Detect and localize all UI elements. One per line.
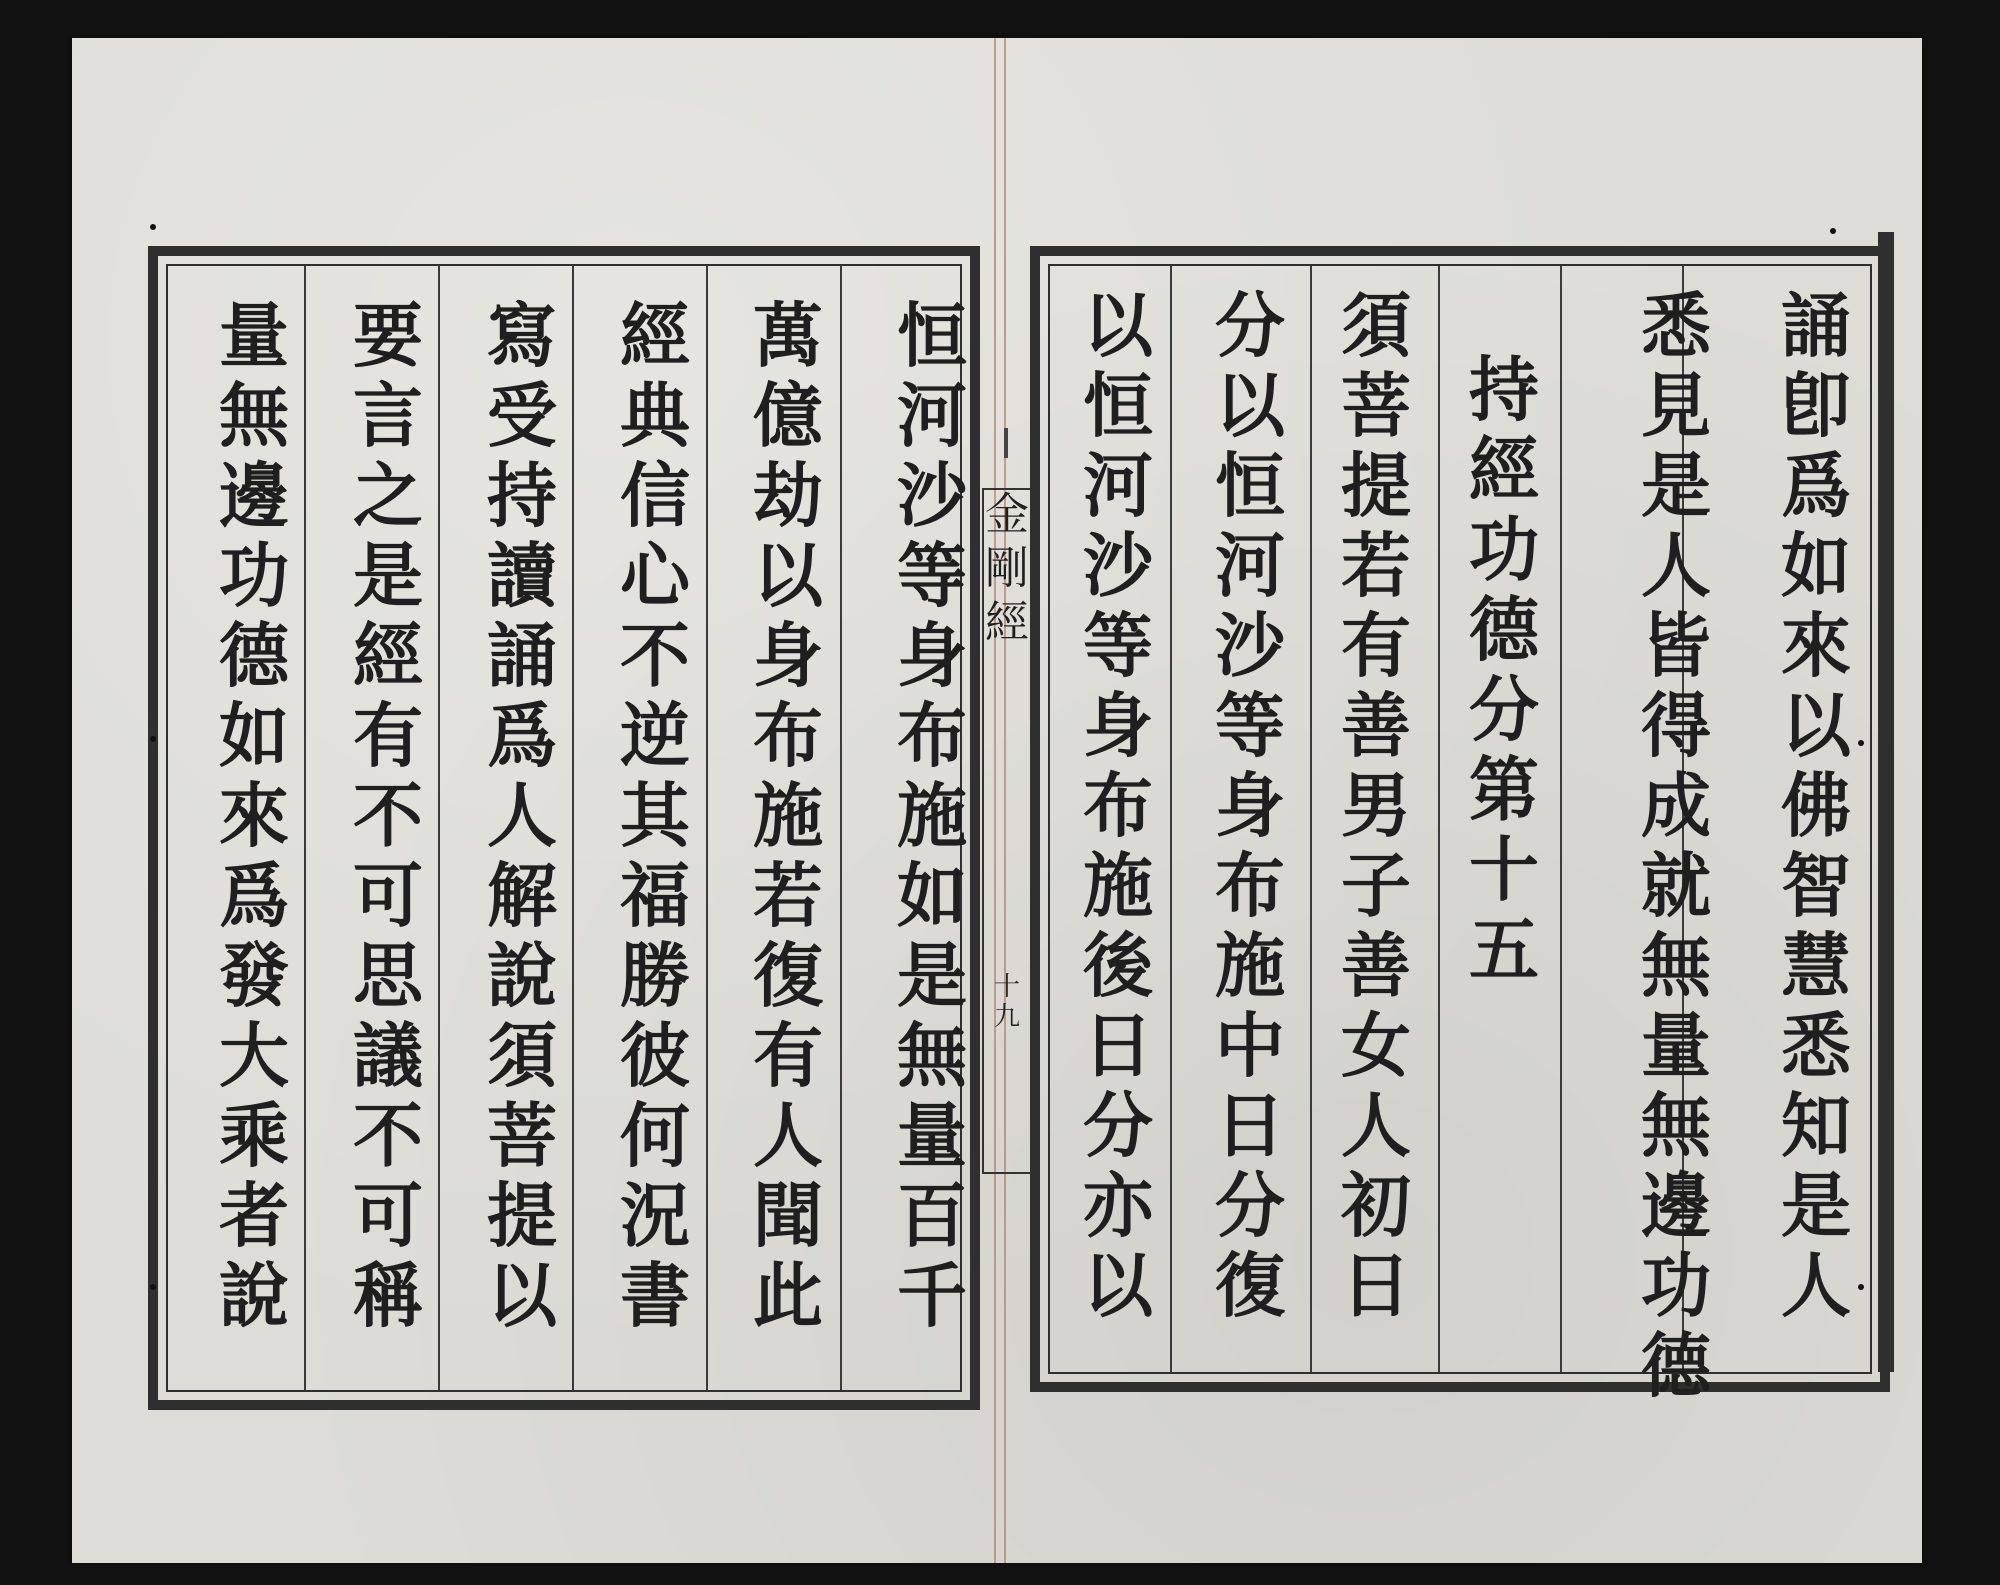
glyph: 善 bbox=[1341, 684, 1411, 767]
glyph: 得 bbox=[1641, 684, 1711, 767]
glyph: 恒 bbox=[1215, 444, 1285, 527]
glyph: 心 bbox=[620, 534, 690, 617]
glyph: 身 bbox=[1083, 684, 1153, 767]
right-text-column-2 bbox=[1626, 266, 1726, 1407]
glyph: 菩 bbox=[487, 1094, 557, 1177]
glyph: 千 bbox=[897, 1254, 967, 1337]
glyph: 可 bbox=[353, 854, 423, 937]
page-edge-strip bbox=[1878, 232, 1894, 1372]
glyph: 爲 bbox=[487, 694, 557, 777]
glyph: 無 bbox=[1641, 1084, 1711, 1167]
glyph: 人 bbox=[1341, 1084, 1411, 1167]
glyph: 典 bbox=[620, 374, 690, 457]
glyph: 解 bbox=[487, 854, 557, 937]
glyph: 經 bbox=[1469, 428, 1539, 511]
column-rule bbox=[840, 266, 842, 1390]
glyph: 施 bbox=[897, 774, 967, 857]
glyph: 施 bbox=[1215, 924, 1285, 1007]
glyph: 第 bbox=[1469, 748, 1539, 831]
glyph: 福 bbox=[620, 854, 690, 937]
glyph: 身 bbox=[1215, 764, 1285, 847]
glyph: 稱 bbox=[353, 1254, 423, 1337]
glyph: 乘 bbox=[219, 1094, 289, 1177]
glyph: 布 bbox=[1215, 844, 1285, 927]
glyph: 億 bbox=[753, 374, 823, 457]
glyph: 大 bbox=[219, 1014, 289, 1097]
column-rule bbox=[438, 266, 440, 1390]
glyph: 悉 bbox=[1781, 1004, 1851, 1087]
glyph: 身 bbox=[897, 614, 967, 697]
glyph: 以 bbox=[487, 1254, 557, 1337]
glyph: 日 bbox=[1083, 1004, 1153, 1087]
glyph: 經 bbox=[620, 294, 690, 377]
glyph: 日 bbox=[1341, 1244, 1411, 1327]
glyph: 皆 bbox=[1641, 604, 1711, 687]
glyph: 提 bbox=[487, 1174, 557, 1257]
glyph: 無 bbox=[219, 374, 289, 457]
glyph: 分 bbox=[1083, 1084, 1153, 1167]
glyph: 恒 bbox=[897, 294, 967, 377]
glyph: 功 bbox=[1469, 508, 1539, 591]
glyph: 有 bbox=[1341, 604, 1411, 687]
glyph: 其 bbox=[620, 774, 690, 857]
left-text-column-4 bbox=[472, 266, 572, 1390]
glyph: 量 bbox=[1641, 1004, 1711, 1087]
left-text-column-1 bbox=[882, 266, 982, 1390]
glyph: 須 bbox=[1341, 284, 1411, 367]
glyph: 言 bbox=[353, 374, 423, 457]
centre-margin-label bbox=[982, 488, 1032, 1174]
glyph: 誦 bbox=[1781, 284, 1851, 367]
glyph: 佛 bbox=[1781, 764, 1851, 847]
glyph: 以 bbox=[753, 534, 823, 617]
glyph: 萬 bbox=[753, 294, 823, 377]
glyph: 成 bbox=[1641, 764, 1711, 847]
glyph: 卽 bbox=[1781, 364, 1851, 447]
glyph: 百 bbox=[897, 1174, 967, 1257]
glyph: 見 bbox=[1641, 364, 1711, 447]
glyph: 無 bbox=[897, 1014, 967, 1097]
glyph: 無 bbox=[1641, 924, 1711, 1007]
glyph: 發 bbox=[219, 934, 289, 1017]
glyph: 說 bbox=[219, 1254, 289, 1337]
left-page-frame bbox=[166, 264, 967, 1392]
glyph: 十 bbox=[1469, 828, 1539, 911]
left-text-column-5 bbox=[338, 266, 438, 1390]
glyph: 有 bbox=[353, 694, 423, 777]
glyph: 有 bbox=[753, 1014, 823, 1097]
glyph: 說 bbox=[487, 934, 557, 1017]
glyph: 以 bbox=[1083, 1244, 1153, 1327]
glyph: 剛 bbox=[985, 543, 1029, 594]
glyph: 量 bbox=[897, 1094, 967, 1177]
glyph: 沙 bbox=[1083, 524, 1153, 607]
glyph: 如 bbox=[897, 854, 967, 937]
glyph: 是 bbox=[1641, 444, 1711, 527]
glyph: 初 bbox=[1341, 1164, 1411, 1247]
glyph: 功 bbox=[219, 534, 289, 617]
binding-hole bbox=[150, 736, 156, 742]
glyph: 不 bbox=[620, 614, 690, 697]
glyph: 彼 bbox=[620, 1014, 690, 1097]
glyph: 可 bbox=[353, 1174, 423, 1257]
left-page-block bbox=[148, 246, 980, 1410]
glyph: 人 bbox=[1781, 1244, 1851, 1327]
glyph: 十 bbox=[993, 972, 1020, 1002]
glyph: 要 bbox=[353, 294, 423, 377]
glyph: 須 bbox=[487, 1014, 557, 1097]
left-text-column-6 bbox=[204, 266, 304, 1390]
folio-number bbox=[982, 972, 1032, 1032]
column-rule bbox=[1310, 266, 1312, 1372]
glyph: 布 bbox=[1083, 764, 1153, 847]
glyph: 寫 bbox=[487, 294, 557, 377]
glyph: 邊 bbox=[219, 454, 289, 537]
glyph: 爲 bbox=[219, 854, 289, 937]
glyph: 等 bbox=[1083, 604, 1153, 687]
glyph: 分 bbox=[1215, 284, 1285, 367]
glyph: 女 bbox=[1341, 1004, 1411, 1087]
glyph: 若 bbox=[753, 854, 823, 937]
glyph: 復 bbox=[753, 934, 823, 1017]
right-text-column-5 bbox=[1200, 266, 1300, 1372]
glyph: 來 bbox=[219, 774, 289, 857]
binding-hole bbox=[1858, 1284, 1864, 1290]
glyph: 議 bbox=[353, 1014, 423, 1097]
glyph: 之 bbox=[353, 454, 423, 537]
glyph: 以 bbox=[1781, 684, 1851, 767]
glyph: 讀 bbox=[487, 534, 557, 617]
glyph: 施 bbox=[1083, 844, 1153, 927]
glyph: 中 bbox=[1215, 1004, 1285, 1087]
glyph: 分 bbox=[1215, 1164, 1285, 1247]
glyph: 思 bbox=[353, 934, 423, 1017]
right-text-column-4 bbox=[1326, 266, 1426, 1372]
glyph: 復 bbox=[1215, 1244, 1285, 1327]
glyph: 以 bbox=[1083, 284, 1153, 367]
binding-hole bbox=[1858, 740, 1864, 746]
glyph: 來 bbox=[1781, 604, 1851, 687]
glyph: 信 bbox=[620, 454, 690, 537]
glyph: 爲 bbox=[1781, 444, 1851, 527]
right-page-block bbox=[1030, 246, 1890, 1407]
glyph: 況 bbox=[620, 1174, 690, 1257]
column-rule bbox=[304, 266, 306, 1390]
glyph: 如 bbox=[1781, 524, 1851, 607]
glyph: 子 bbox=[1341, 844, 1411, 927]
glyph: 量 bbox=[219, 294, 289, 377]
glyph: 是 bbox=[897, 934, 967, 1017]
glyph: 以 bbox=[1215, 364, 1285, 447]
glyph: 聞 bbox=[753, 1174, 823, 1257]
glyph: 受 bbox=[487, 374, 557, 457]
glyph: 持 bbox=[1469, 348, 1539, 431]
glyph: 分 bbox=[1469, 668, 1539, 751]
glyph: 知 bbox=[1781, 1084, 1851, 1167]
glyph: 悉 bbox=[1641, 284, 1711, 367]
glyph: 德 bbox=[1469, 588, 1539, 671]
glyph: 邊 bbox=[1641, 1164, 1711, 1247]
column-rule bbox=[1170, 266, 1172, 1372]
glyph: 五 bbox=[1469, 908, 1539, 991]
glyph: 河 bbox=[1215, 524, 1285, 607]
glyph: 布 bbox=[897, 694, 967, 777]
section-heading-column bbox=[1454, 266, 1554, 1372]
glyph: 金 bbox=[985, 489, 1029, 540]
glyph: 逆 bbox=[620, 694, 690, 777]
glyph: 男 bbox=[1341, 764, 1411, 847]
book-title-label bbox=[982, 488, 1032, 650]
glyph: 是 bbox=[353, 534, 423, 617]
glyph: 沙 bbox=[1215, 604, 1285, 687]
glyph: 善 bbox=[1341, 924, 1411, 1007]
glyph: 經 bbox=[353, 614, 423, 697]
glyph: 德 bbox=[219, 614, 289, 697]
glyph: 菩 bbox=[1341, 364, 1411, 447]
glyph: 人 bbox=[487, 774, 557, 857]
glyph: 此 bbox=[753, 1254, 823, 1337]
glyph: 九 bbox=[993, 1002, 1020, 1032]
glyph: 者 bbox=[219, 1174, 289, 1257]
glyph: 提 bbox=[1341, 444, 1411, 527]
fish-tail-mark bbox=[1004, 428, 1008, 458]
glyph: 若 bbox=[1341, 524, 1411, 607]
glyph: 書 bbox=[620, 1254, 690, 1337]
glyph: 如 bbox=[219, 694, 289, 777]
glyph: 布 bbox=[753, 694, 823, 777]
glyph: 智 bbox=[1781, 844, 1851, 927]
glyph: 人 bbox=[1641, 524, 1711, 607]
glyph: 人 bbox=[753, 1094, 823, 1177]
left-text-column-3 bbox=[605, 266, 705, 1390]
glyph: 是 bbox=[1781, 1164, 1851, 1247]
column-rule bbox=[1438, 266, 1440, 1372]
glyph: 施 bbox=[753, 774, 823, 857]
glyph: 身 bbox=[753, 614, 823, 697]
glyph: 日 bbox=[1215, 1084, 1285, 1167]
glyph: 亦 bbox=[1083, 1164, 1153, 1247]
glyph: 誦 bbox=[487, 614, 557, 697]
right-text-column-6 bbox=[1068, 266, 1168, 1372]
left-text-column-2 bbox=[738, 266, 838, 1390]
glyph: 慧 bbox=[1781, 924, 1851, 1007]
glyph: 等 bbox=[1215, 684, 1285, 767]
glyph: 沙 bbox=[897, 454, 967, 537]
glyph: 後 bbox=[1083, 924, 1153, 1007]
right-text-column-1 bbox=[1766, 266, 1866, 1372]
glyph: 劫 bbox=[753, 454, 823, 537]
binding-hole bbox=[150, 224, 156, 230]
glyph: 經 bbox=[985, 597, 1029, 648]
binding-hole bbox=[150, 1284, 156, 1290]
glyph: 等 bbox=[897, 534, 967, 617]
glyph: 功 bbox=[1641, 1244, 1711, 1327]
glyph: 河 bbox=[1083, 444, 1153, 527]
glyph: 不 bbox=[353, 774, 423, 857]
glyph: 河 bbox=[897, 374, 967, 457]
right-page-frame bbox=[1048, 264, 1872, 1407]
binding-hole bbox=[1830, 228, 1836, 234]
glyph: 德 bbox=[1641, 1324, 1711, 1407]
glyph: 持 bbox=[487, 454, 557, 537]
glyph: 不 bbox=[353, 1094, 423, 1177]
glyph: 恒 bbox=[1083, 364, 1153, 447]
column-rule bbox=[706, 266, 708, 1390]
glyph: 勝 bbox=[620, 934, 690, 1017]
glyph: 就 bbox=[1641, 844, 1711, 927]
glyph: 何 bbox=[620, 1094, 690, 1177]
column-rule bbox=[572, 266, 574, 1390]
